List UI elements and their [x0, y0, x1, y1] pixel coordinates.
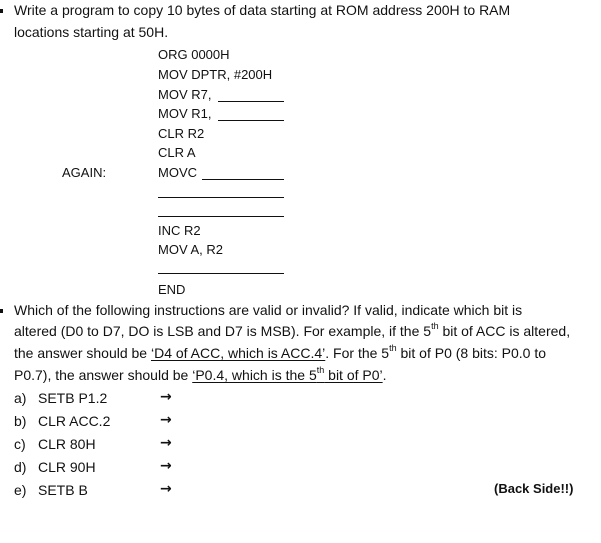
code-mov-r7: MOV R7,	[158, 87, 212, 102]
item-b-letter: b)	[14, 413, 27, 429]
question-1-line-1: Write a program to copy 10 bytes of data starting at ROM address 200H to RAM	[14, 2, 511, 18]
question-2-line-1: Which of the following instructions are valid or invalid? If valid, indicate which bit is	[14, 302, 523, 318]
item-e-arrow-icon: →	[160, 481, 172, 497]
item-b-instruction: CLR ACC.2	[38, 413, 111, 429]
code-clr-a: CLR A	[158, 145, 196, 160]
code-clr-r2: CLR R2	[158, 126, 205, 141]
code-mov-dptr: MOV DPTR, #200H	[158, 67, 273, 82]
item-d-instruction: CLR 90H	[38, 459, 96, 475]
answer-blank-line-4[interactable]	[158, 273, 284, 274]
answer-blank-line-2[interactable]	[158, 197, 284, 198]
item-b-arrow-icon: →	[160, 412, 172, 428]
code-end: END	[158, 282, 186, 297]
code-inc-r2: INC R2	[158, 223, 201, 238]
code-mov-a-r2: MOV A, R2	[158, 242, 224, 257]
question-2-line-4: P0.7), the answer should be ‘P0.4, which is the 5th bit of P0’.	[14, 365, 387, 383]
item-c-instruction: CLR 80H	[38, 436, 96, 452]
code-movc: MOVC	[158, 165, 197, 180]
movc-answer-blank[interactable]	[202, 179, 284, 180]
mov-r1-answer-blank[interactable]	[218, 120, 284, 121]
example-answer-acc: ‘D4 of ACC, which is ACC.4’	[150, 345, 326, 361]
code-org: ORG 0000H	[158, 47, 230, 62]
question-1-line-2: locations starting at 50H.	[14, 24, 169, 40]
item-a-instruction: SETB P1.2	[38, 390, 108, 406]
example-answer-p0: ‘P0.4, which is the 5th bit of P0’	[192, 365, 383, 383]
question-2-line-2: altered (D0 to D7, DO is LSB and D7 is MSB). For example, if the 5th bit of ACC is altered,	[14, 321, 571, 339]
item-c-letter: c)	[14, 436, 26, 452]
question-2-line-3: the answer should be ‘D4 of ACC, which is ACC.4’. For the 5th bit of P0 (8 bits: P0.0 to	[14, 343, 547, 361]
code-mov-r1: MOV R1,	[158, 106, 212, 121]
back-side-note: (Back Side!!)	[494, 481, 574, 496]
item-e-letter: e)	[14, 482, 27, 498]
question-1-bullet	[0, 9, 3, 13]
label-again: AGAIN:	[62, 165, 107, 180]
question-2-bullet	[0, 309, 3, 313]
item-c-arrow-icon: →	[160, 435, 172, 451]
answer-blank-line-3[interactable]	[158, 216, 284, 217]
item-a-letter: a)	[14, 390, 27, 406]
item-e-instruction: SETB B	[38, 482, 88, 498]
item-d-letter: d)	[14, 459, 27, 475]
item-d-arrow-icon: →	[160, 458, 172, 474]
mov-r7-answer-blank[interactable]	[218, 101, 284, 102]
item-a-arrow-icon: →	[160, 389, 172, 405]
